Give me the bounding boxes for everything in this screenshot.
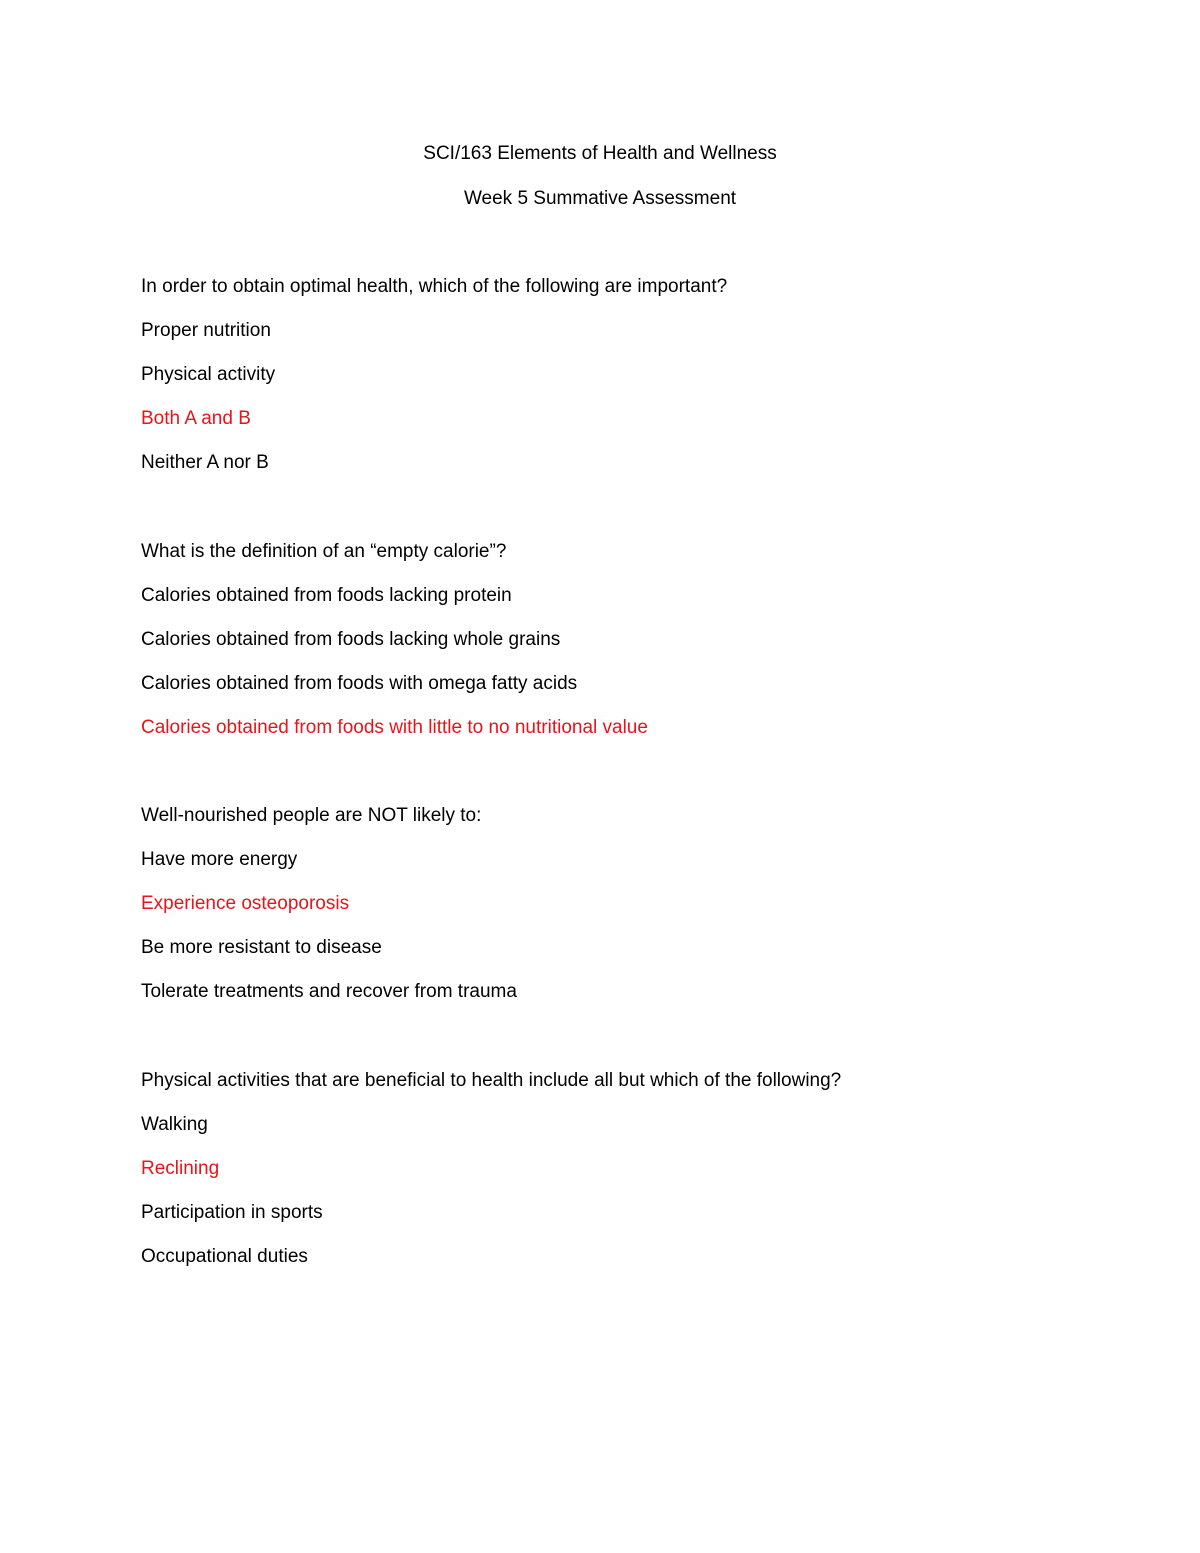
question-prompt: What is the definition of an “empty calorie”? [141,541,507,562]
question-block-3 [141,804,1141,1024]
answer-option: Occupational duties [141,1246,308,1267]
correct-answer-option: Calories obtained from foods with little to no nutritional value [141,717,648,738]
answer-option: Calories obtained from foods with omega fatty acids [141,673,578,694]
answer-option: Be more resistant to disease [141,937,382,958]
question-prompt: Well-nourished people are NOT likely to: [141,805,482,826]
correct-answer-option: Experience osteoporosis [141,893,350,914]
question-block-2 [141,540,1141,760]
question-prompt: In order to obtain optimal health, which of the following are important? [141,276,728,297]
answer-option: Tolerate treatments and recover from trauma [141,981,517,1002]
answer-option: Calories obtained from foods lacking whole grains [141,629,561,650]
answer-option: Walking [141,1114,208,1135]
course-title: SCI/163 Elements of Health and Wellness [423,143,777,164]
correct-answer-option: Reclining [141,1158,220,1179]
answer-option: Neither A nor B [141,452,269,473]
answer-option: Physical activity [141,364,276,385]
question-prompt: Physical activities that are beneficial to health include all but which of the following? [141,1070,842,1091]
answer-option: Participation in sports [141,1202,323,1223]
assessment-title: Week 5 Summative Assessment [463,188,737,209]
answer-option: Calories obtained from foods lacking protein [141,585,512,606]
answer-option: Have more energy [141,849,298,870]
correct-answer-option: Both A and B [141,408,251,429]
question-block-4 [141,1069,1141,1289]
answer-option: Proper nutrition [141,320,271,341]
question-block-1 [141,275,1141,495]
